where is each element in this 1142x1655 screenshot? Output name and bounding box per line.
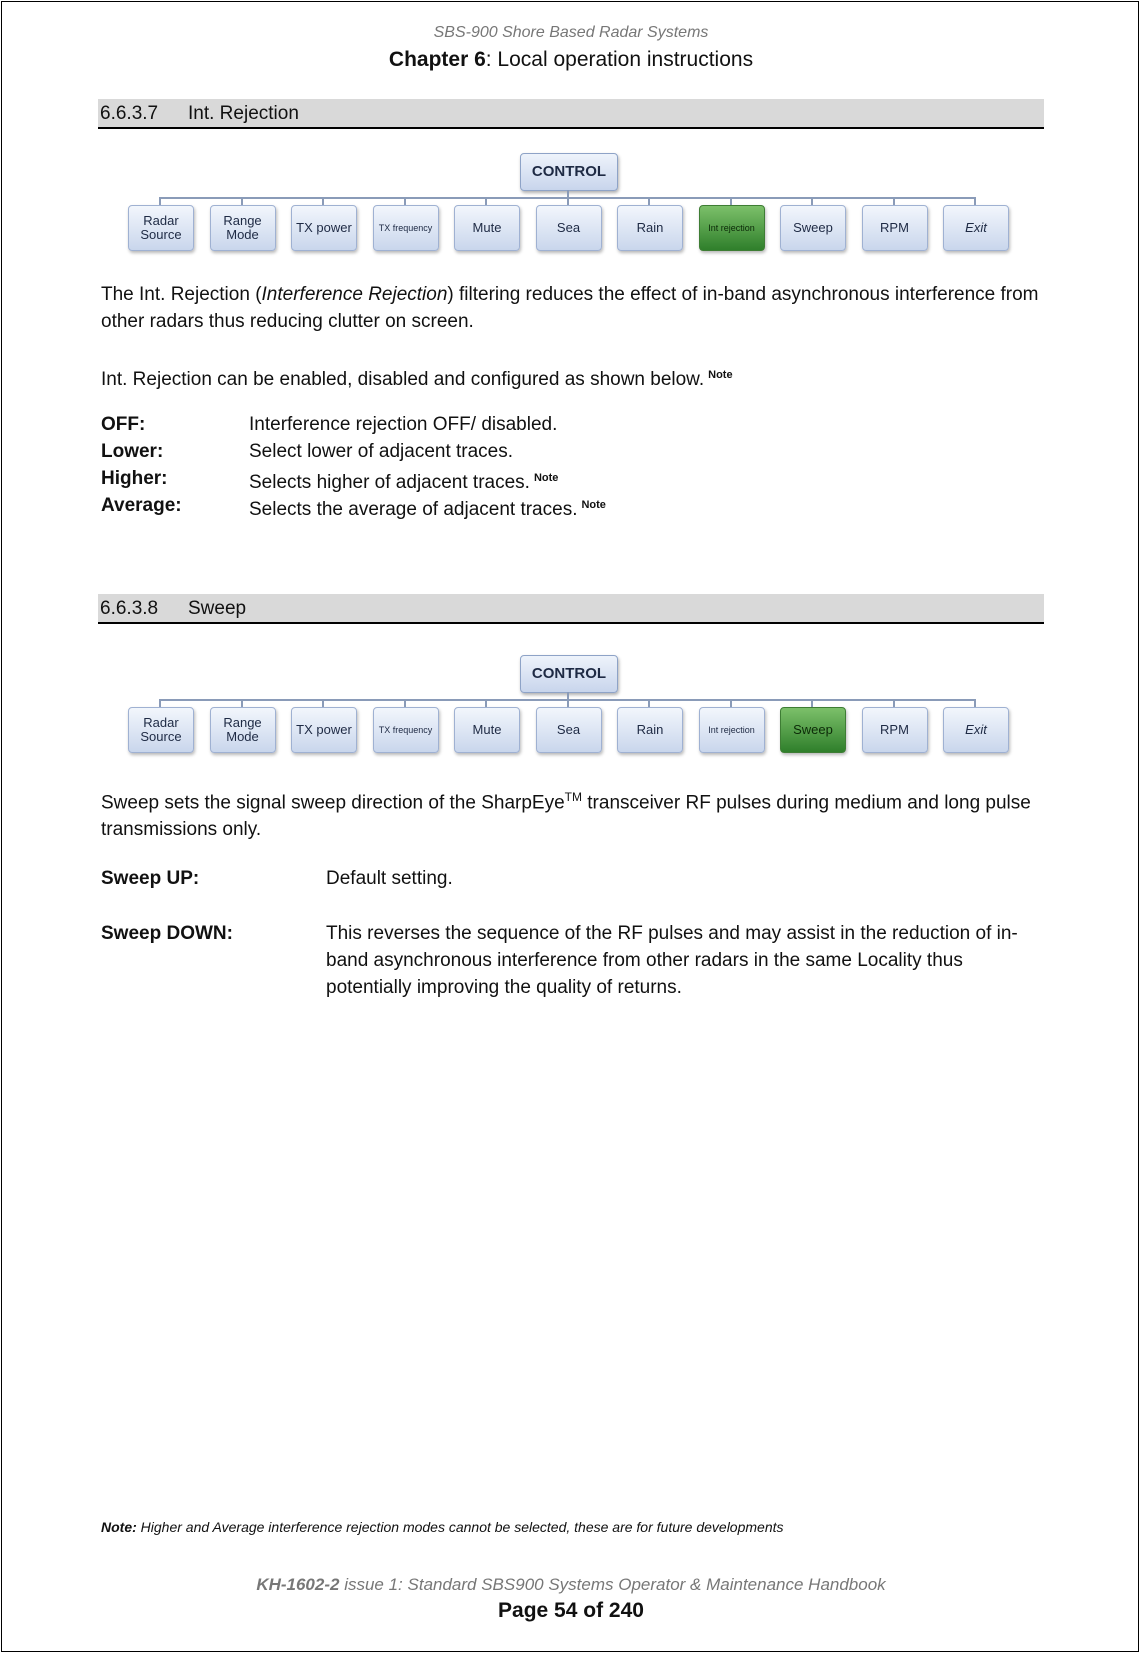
connector-line — [404, 699, 406, 707]
section-title: Sweep — [188, 598, 247, 619]
menu-button-rain: Rain — [617, 707, 683, 753]
footer-document — [0, 1575, 1142, 1595]
footnote — [101, 1519, 784, 1535]
connector-line — [648, 197, 650, 205]
text: Interference rejection OFF/ disabled. — [249, 414, 558, 435]
control-root-button: CONTROL — [520, 153, 618, 191]
connector-line — [159, 699, 161, 707]
menu-button-tx-power: TX power — [291, 707, 357, 753]
connector-line — [322, 197, 324, 205]
definition-term: Average: — [101, 495, 182, 516]
sweep-up-desc: Default setting. — [326, 868, 453, 889]
chapter-title: : Local operation instructions — [485, 48, 754, 71]
connector-line — [322, 699, 324, 707]
definition-desc — [249, 438, 513, 465]
definition-term: Lower: — [101, 441, 164, 462]
connector-line — [404, 197, 406, 205]
menu-button-sea: Sea — [536, 205, 602, 251]
definition-term: Higher: — [101, 468, 168, 489]
connector-line — [241, 699, 243, 707]
connector-line — [567, 197, 569, 205]
connector-line — [730, 197, 732, 205]
control-menu-diagram — [128, 652, 1008, 756]
control-menu-diagram — [128, 150, 1008, 254]
int-rejection-config-text — [101, 362, 1041, 393]
section-number: 6.6.3.7 — [100, 103, 159, 124]
note-mark: Note — [533, 472, 559, 484]
text: Sweep sets the signal sweep direction of the SharpEye — [101, 792, 565, 814]
menu-button-mute: Mute — [454, 707, 520, 753]
footnote-label: Note: — [101, 1519, 137, 1535]
menu-button-int-rejection: Int rejection — [699, 205, 765, 251]
definition-desc — [249, 492, 606, 523]
connector-line — [567, 699, 569, 707]
menu-button-range-mode: Range Mode — [210, 707, 276, 753]
connector-line — [893, 699, 895, 707]
menu-button-range-mode: Range Mode — [210, 205, 276, 251]
text: Select lower of adjacent traces. — [249, 441, 514, 462]
note-mark: Note — [708, 369, 733, 381]
connector-line — [485, 197, 487, 205]
sweep-down-desc: This reverses the sequence of the RF pulses and may assist in the reduction of in-band asynchronous interference from other radars in the same Locality thus potentially improving the quality of returns. — [326, 923, 1018, 998]
menu-button-rpm: RPM — [862, 707, 928, 753]
section-title: Int. Rejection — [188, 103, 299, 124]
section-number: 6.6.3.8 — [100, 598, 159, 619]
menu-button-mute: Mute — [454, 205, 520, 251]
document-title: issue 1: Standard SBS900 Systems Operator & Maintenance Handbook — [339, 1575, 886, 1594]
connector-line — [893, 197, 895, 205]
sweep-down-term: Sweep DOWN: — [101, 923, 233, 944]
definition-desc — [249, 411, 557, 438]
connector-line — [811, 699, 813, 707]
control-root-button: CONTROL — [520, 655, 618, 693]
menu-button-radar-source: Radar Source — [128, 205, 194, 251]
chapter-number: Chapter 6 — [388, 48, 486, 71]
connector-line — [974, 197, 976, 205]
menu-button-sweep: Sweep — [780, 707, 846, 753]
menu-button-rpm: RPM — [862, 205, 928, 251]
section-heading-int-rejection — [98, 99, 1044, 129]
section-heading-sweep — [98, 594, 1044, 624]
header-product: SBS-900 Shore Based Radar Systems — [433, 24, 709, 41]
text: The Int. Rejection ( — [101, 284, 262, 305]
sweep-up-term: Sweep UP: — [101, 868, 200, 889]
text: ) filtering reduces the effect of in-band asynchronous interference from other radars thus reducing clutter on screen. — [101, 284, 1039, 332]
note-mark: Note — [581, 499, 606, 511]
connector-line — [730, 699, 732, 707]
text: transceiver RF pulses during medium and long pulse transmissions only. — [101, 792, 1031, 841]
text-emphasis: Interference Rejection — [261, 284, 448, 305]
int-rejection-description — [101, 281, 1041, 335]
connector-line — [811, 197, 813, 205]
menu-button-tx-frequency: TX frequency — [373, 707, 439, 753]
menu-button-tx-frequency: TX frequency — [373, 205, 439, 251]
document-code: KH-1602-2 — [256, 1575, 340, 1594]
sweep-description — [101, 784, 1041, 843]
menu-button-int-rejection: Int rejection — [699, 707, 765, 753]
connector-line — [485, 699, 487, 707]
connector-line — [159, 197, 161, 205]
menu-button-exit: Exit — [943, 707, 1009, 753]
connector-line — [241, 197, 243, 205]
footnote-text: Higher and Average interference rejection modes cannot be selected, these are for future developments — [136, 1519, 784, 1535]
text: Selects higher of adjacent traces. — [249, 472, 530, 493]
menu-button-radar-source: Radar Source — [128, 707, 194, 753]
connector-line — [648, 699, 650, 707]
header-chapter — [0, 48, 1142, 72]
menu-button-exit: Exit — [943, 205, 1009, 251]
page-number: Page 54 of 240 — [498, 1599, 644, 1622]
menu-button-sweep: Sweep — [780, 205, 846, 251]
text: Int. Rejection can be enabled, disabled and configured as shown below. — [101, 369, 705, 390]
connector-line — [974, 699, 976, 707]
menu-button-sea: Sea — [536, 707, 602, 753]
text: Selects the average of adjacent traces. — [249, 499, 578, 520]
trademark-mark: TM — [564, 790, 582, 804]
menu-button-tx-power: TX power — [291, 205, 357, 251]
menu-button-rain: Rain — [617, 205, 683, 251]
definition-term: OFF: — [101, 414, 146, 435]
